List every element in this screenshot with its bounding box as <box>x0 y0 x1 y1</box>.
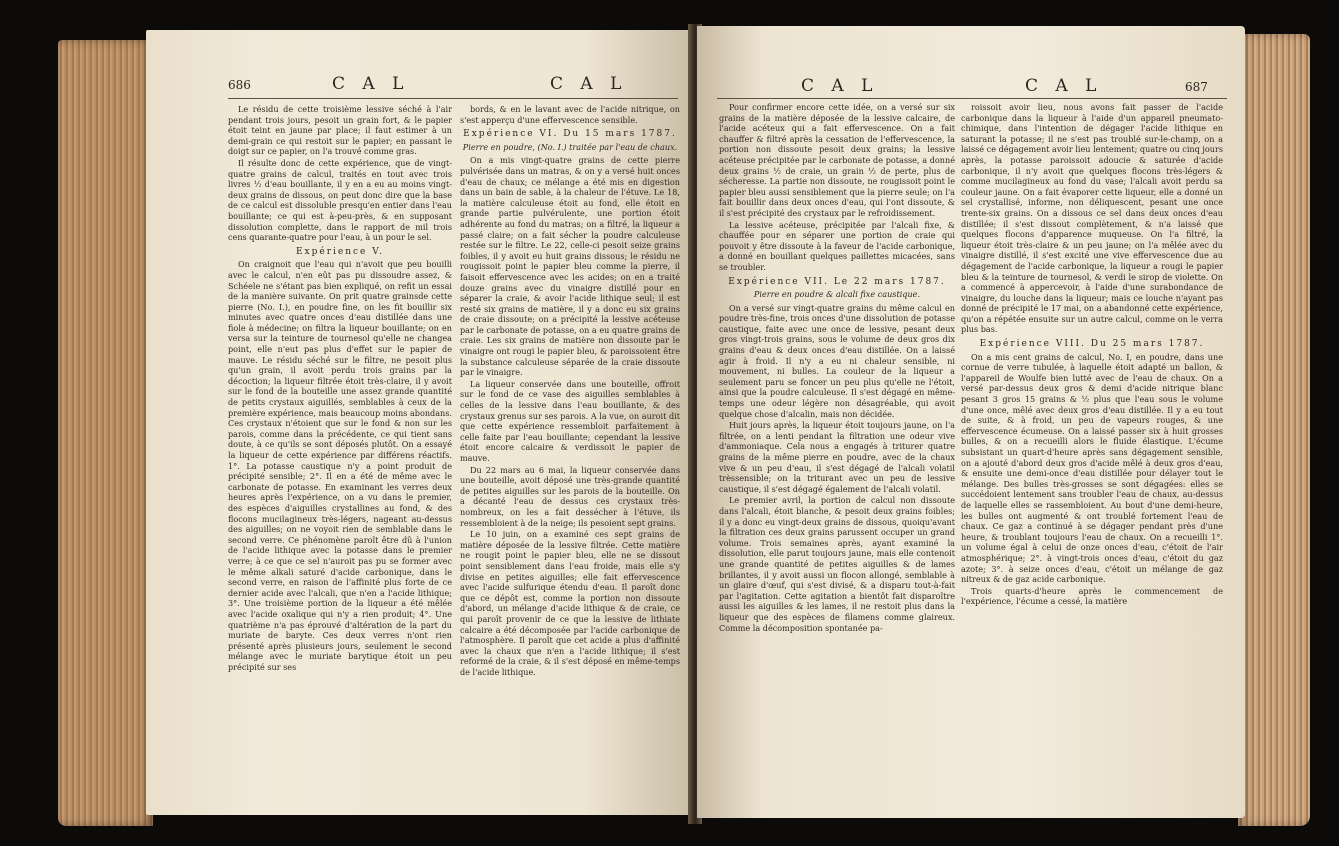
paragraph: La liqueur conservée dans une bouteille, offroit sur le fond de ce vase des aiguilles semblables à celles de la lessive dans l'eau bouillante, & des crystaux grenus sur ses parois. A la vue, on auroit dit que cette expérience ressembloit parfaitement à celle faite par l'eau bouillante; cependant la lessive étoit encore calcaire & verdissoit le papier de mauve. <box>460 378 680 463</box>
paragraph: On a mis cent grains de calcul, No. I, en poudre, dans une cornue de verre tubulée, à laquelle étoit adapté un ballon, & l'appareil de Woulfe bien lutté avec de l'eau de chaux. On a versé par-dessus deux gros & demi d'acide nitrique blanc pesant 3 gros 15 grains & ½ plus que l'eau sous le volume d'une once, mêlé avec deux gros d'eau distillée. Il y a eu tout de suite, & à froid, un peu de vapeurs rouges, & une effervescence écumeuse. On a laissé passer six à huit grosses bulles, & on a recueilli alors le fluide élastique. L'écume subsistant un quart-d'heure après sans dégagement sensible, on a ajouté d'abord deux gros d'acide mêlé à deux gros d'eau, & ensuite une demi-once d'eau distillée pour délayer tout le mélange. Des bulles très-grosses se sont dégagées: elles se succédoient lentement sans troubler l'eau de chaux, au-dessus de laquelle elles se rassembloient. Au bout d'une demi-heure, les bulles ont augmenté & ont troublé fortement l'eau de chaux. Ce gaz a continué à se dégager pendant près d'une heure, & troublant toujours l'eau de chaux. On a recueilli 1°. un volume égal à celui de onze onces d'eau, c'étoit de l'air atmosphérique; 2°. à vingt-trois onces d'eau, c'étoit du gaz azote; 3°. à seize onces d'eau, c'étoit un mélange de gaz nitreux & de gaz acide carbonique. <box>961 351 1223 585</box>
section-heading: Expérience V. <box>295 246 385 257</box>
section-heading: Expérience VIII. Du 25 mars 1787. <box>979 339 1205 350</box>
paragraph: La lessive acéteuse, précipitée par l'alcali fixe, & chauffée pour en séparer une portion de craie qui pouvoit y être dissoute à la faveur de l'acide carbonique, a donné en bouillant quelques paillettes micacées, sans se troubler. <box>719 219 955 272</box>
paragraph: On a versé sur vingt-quatre grains du même calcul en poudre très-fine, trois onces d'une dissolution de potasse caustique, faite avec une once de lessive, pesant deux gros vingt-trois grains, sous le volume de deux gros dix grains d'eau & deux onces d'eau distillée. On a laissé agir à froid. Il n'y a eu ni chaleur sensible, ni mouvement, ni bulles. La couleur de la liqueur a seulement paru se foncer un peu plus qu'elle ne l'étoit, ainsi que la poudre calculeuse. Il s'est dégagé en même-temps une odeur légère non désagréable, qui avoit quelque chose d'alcalin, mais non décidée. <box>719 302 955 419</box>
left-fore-edge <box>58 40 153 826</box>
running-head-right-2: C A L <box>1025 76 1103 96</box>
right-fore-edge <box>1238 34 1310 826</box>
section-subtitle: Pierre en poudre & alcali fixe caustique. <box>753 289 921 300</box>
right-page-column-1 <box>719 102 955 812</box>
left-page-column-1 <box>228 104 452 804</box>
running-head-right: C A L <box>801 76 879 96</box>
header-rule <box>228 98 678 99</box>
page-number-left: 686 <box>228 78 251 92</box>
paragraph: bords, & en le lavant avec de l'acide nitrique, on s'est apperçu d'une effervescence sensible. <box>460 104 680 125</box>
right-page-column-2 <box>961 102 1223 812</box>
right-page <box>697 26 1245 818</box>
paragraph: On a mis vingt-quatre grains de cette pierre pulvérisée dans un matras, & on y a versé huit onces d'eau de chaux; ce mélange a été mis en digestion dans un bain de sable, à la chaleur de l'étuve. Le 18, la matière calculeuse étoit au fond, elle étoit en grande partie pulvérulente, une portion étoit adhérente au fond du matras; on a filtré, la liqueur a passé claire; on a fait sécher la poudre calculeuse restée sur le filtre. Le 22, celle-ci pesoit seize grains foibles, il y avoit eu huit grains dissous; le résidu ne rougissoit point le papier bleu comme la pierre, il faisoit effervescence avec les acides; on en a traité douze grains avec du vinaigre distillé pour en séparer la craie, & avoir l'acide lithique seul; il est resté six grains de matière, il y a donc eu six grains de craie dissoute; on a précipité la lessive acéteuse par le carbonate de potasse, on a eu quatre grains de craie. Les six grains de matière non dissoute par le vinaigre ont rougi le papier bleu, & paroissoient être la substance calculeuse séparée de la craie dissoute par le vinaigre. <box>460 155 680 378</box>
paragraph: Trois quarts-d'heure après le commencement de l'expérience, l'écume a cessé, la matière <box>961 585 1223 607</box>
left-page <box>146 30 692 815</box>
section-heading: Expérience VI. Du 15 mars 1787. <box>463 129 677 140</box>
paragraph: Huit jours après, la liqueur étoit toujours jaune, on l'a filtrée, on a lenti pendant la filtration une odeur vive d'ammoniaque. Cela nous a engagés à triturer quatre grains de la même pierre en poudre, avec de la chaux vive & un peu d'eau, il s'est dégagé de l'alcali volatil trèssensible; on la triturant avec un peu de lessive caustique, il s'est dégagé également de l'alcali volatil. <box>719 420 955 494</box>
paragraph: Le résidu de cette troisième lessive séché à l'air pendant trois jours, pesoit un grain fort, & le papier étoit teint en jaune par place; il faut estimer à un demi-grain ce qui restoit sur le papier; en passant le doigt sur ce papier, on l'a trouvé comme gras. <box>228 104 452 157</box>
paragraph: Le premier avril, la portion de calcul non dissoute dans l'alcali, étoit blanche, & pesoit deux grains foibles; il y a donc eu vingt-deux grains de dissous, quoiqu'avant la filtration ces deux grains parussent occuper un grand volume. Trois semaines après, ayant examiné la dissolution, elle parut toujours jaune, mais elle contenoit une grande quantité de petites aiguilles & de lames brillantes, il y avoit aussi un flocon allongé, semblable à un glaire d'œuf, qui s'est divisé, & a disparu tout-à-fait par l'agitation. Cette agitation a bientôt fait disparoître aussi les aiguilles & les lames, il ne restoit plus dans la liqueur que des espèces de filamens comme glaireux. Comme la décomposition spontanée pa- <box>719 495 955 633</box>
paragraph: roissoit avoir lieu, nous avons fait passer de l'acide carbonique dans la liqueur à l'aide d'un appareil pneumato-chimique, dans l'intention de dégager l'acide lithique en saturant la potasse; il ne s'est pas troublé sur-le-champ, on a laissé ce dégagement avoir lieu lentement; quatre ou cinq jours après, la potasse paroissoit adoucie & saturée d'acide carbonique, il n'y avoit que quelques flocons très-légers & comme mucilagineux au fond du vase; l'alcali avoit perdu sa couleur jaune. On a fait évaporer cette liqueur, elle a donné un sel crystallisé, informe, non déliquescent, pesant une once trente-six grains. On a dissous ce sel dans deux onces d'eau distillée; il s'est dissout complètement, & n'a laissé que quelques flocons d'apparence muqueuse. On l'a filtré, la liqueur étoit très-claire & un peu jaune; on l'a mêlée avec du vinaigre distillé, il s'est excité une vive effervescence due au dégagement de l'acide carbonique, la liqueur a rougi le papier bleu & la teinture de tournesol, & verdi le sirop de violette. On a commencé à appercevoir, à l'aide d'une surabondance de vinaigre, du louche dans la liqueur; mais ce louche n'ayant pas donné de précipité le 17 mai, on a abandonné cette expérience, qu'on a répétée ensuite sur un autre calcul, comme on le verra plus bas. <box>961 102 1224 335</box>
page-number-right: 687 <box>1185 80 1208 94</box>
running-head-left-2: C A L <box>550 74 628 94</box>
header-rule <box>717 98 1227 99</box>
paragraph: On craignoit que l'eau qui n'avoit que peu bouilli avec le calcul, n'en eût pas pu dissoudre assez, & Schéele ne s'étant pas bien expliqué, on refit un essai de la manière suivante. On prit quatre grainsde cette pierre (No. I.), en poudre fine, on les fit bouillir six minutes avec quatre onces d'eau distillée dans une fiole à médecine; on filtra la liqueur bouillante; on en versa sur la teinture de tournesol qu'elle ne changea point, elle n'eut pas plus d'effet sur le papier de mauve. Le résidu séché sur le filtre, ne pesoit plus qu'un grain, il avoit perdu trois grains par la décoction; la liqueur filtrée étoit très-claire, il y avoit sur le fond de la bouteille une assez grande quantité de petits crystaux aiguillés, semblables à ceux de la première expérience, mais beaucoup moins abondans. Ces crystaux n'étoient que sur le fond & non sur les parois, comme dans la précédente, ce qui tient sans doute, à ce qu'ils se sont déposés plutôt. On a essayé la liqueur de cette expérience par différens réactifs. 1°. La potasse caustique n'y a point produit de précipité sensible; 2°. Il en a été de même avec le carbonate de potasse. En examinant les verres deux heures après l'expérience, on a vu dans le premier, des espèces d'aiguilles crystallines au fond, & des flocons mucilagineux très-légers, nageant au-dessus des aiguilles; on ne voyoit rien de semblable dans le second verre. Ce phénomène paroît être dû à l'union de l'acide lithique avec la potasse dans le premier verre; à ce que ce sel n'auroit pas pu se former avec le même alkali saturé d'acide carbonique, dans le second verre, en raison de l'affinité plus forte de ce dernier acide avec l'alcali, que n'en a l'acide lithique; 3°. Une troisième portion de la liqueur a été mêlée avec l'acide oxalique qui n'y a rien produit; 4°. Une quatrième n'a pas éprouvé d'altération de la part du muriate de baryte. Ces deux verres n'ont rien présenté après plusieurs jours, seulement le second mélange avec le muriate barytique étoit un peu précipité sur ses <box>228 259 452 672</box>
left-page-column-2 <box>460 104 680 804</box>
section-subtitle: Pierre en poudre, (No. I.) traitée par l'eau de chaux. <box>462 141 678 152</box>
paragraph: Il résulte donc de cette expérience, que de vingt-quatre grains de calcul, traités en tout avec trois livres ½ d'eau bouillante, il y en a eu au moins vingt-deux grains de dissous, on peut donc dire que la base de ce calcul est dissoluble presqu'en entier dans l'eau bouillante; ce qui est à-peu-près, & en supposant dissolution complette, dans le rapport de mil trois cens quarante-quatre pour l'eau, à un pour le sel. <box>228 157 452 243</box>
running-head-left: C A L <box>332 74 410 94</box>
paragraph: Du 22 mars au 6 mai, la liqueur conservée dans une bouteille, avoit déposé une très-grande quantité de petites aiguilles sur les parois de la bouteille. On a décanté l'eau de dessus ces crystaux très-nombreux, on les a fait dessécher à l'étuve, ils ressembloient à de la neige; ils pesoient sept grains. <box>460 464 680 528</box>
paragraph: Le 10 juin, on a examiné ces sept grains de matière déposée de la lessive filtrée. Cette matière ne rougit point le papier bleu, elle ne se dissout point sensiblement dans l'eau froide, mais elle s'y divise en petites aiguilles; elle fait effervescence avec l'acide sulfurique étendu d'eau. Il paroît donc que ce dépôt est, comme la portion non dissoute d'abord, un mélange d'acide lithique & de craie, ce qui paroît provenir de ce que la lessive de lithiate calcaire a été décomposée par l'acide carbonique de l'atmosphère. Il paroît que cet acide a plus d'affinité avec la chaux que n'en a l'acide lithique; il s'est reformé de la craie, & il s'est déposé en même-temps de l'acide lithique. <box>460 529 680 677</box>
paragraph: Pour confirmer encore cette idée, on a versé sur six grains de la matière déposée de la lessive calcaire, de l'acide acéteux qui a fait effervescence. On a fait chauffer & filtré après la cessation de l'effervescence, la portion non dissoute pesoit deux grains; la lessive acéteuse précipitée par le carbonate de potasse, a donné deux grains ½ de craie, un grain ½ de perte, plus de sécheresse. La partie non dissoute, ne rougissoit point le papier bleu aussi sensiblement que la pierre seule; on l'a fait bouillir dans deux onces d'eau, qui l'ont dissoute, & il s'est précipité des crystaux par le refroidissement. <box>719 102 955 218</box>
section-heading: Expérience VII. Le 22 mars 1787. <box>728 276 946 287</box>
